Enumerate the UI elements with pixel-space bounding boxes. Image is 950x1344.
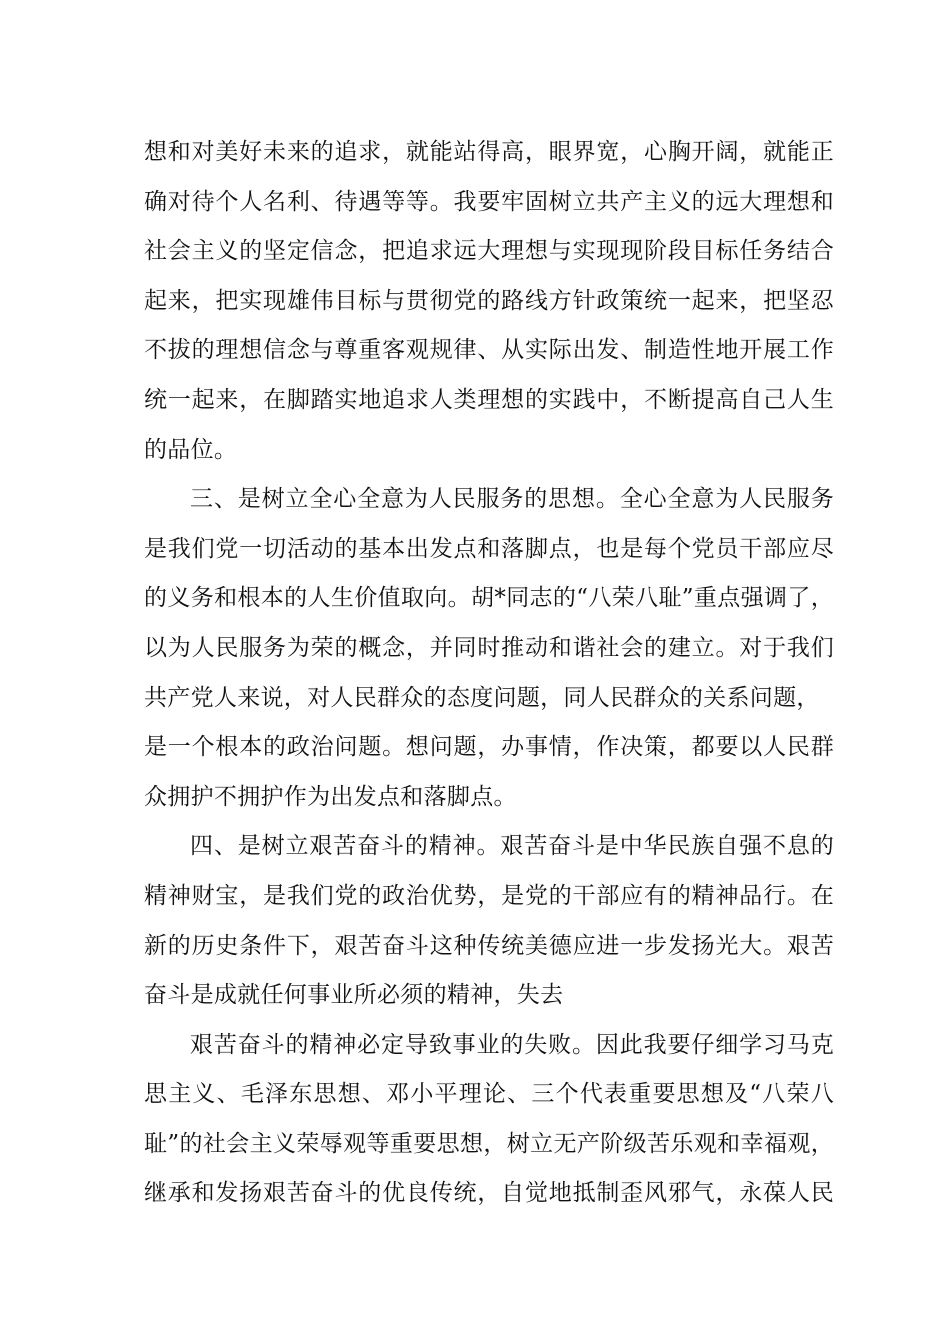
text-line: 起来，把实现雄伟目标与贯彻党的路线方针政策统一起来，把坚忍 (144, 287, 834, 314)
text-line: 社会主义的坚定信念，把追求远大理想与实现现阶段目标任务结合 (144, 238, 834, 265)
text-line: 不拔的理想信念与尊重客观规律、从实际出发、制造性地开展工作 (144, 337, 834, 364)
text-line: 以为人民服务为荣的概念，并同时推动和谐社会的建立。对于我们 (144, 634, 834, 661)
text-line: 是我们党一切活动的基本出发点和落脚点，也是每个党员干部应尽 (144, 535, 834, 562)
text-line: 继承和发扬艰苦奋斗的优良传统，自觉地抵制歪风邪气，永葆人民 (144, 1180, 834, 1207)
text-line: 思主义、毛泽东思想、邓小平理论、三个代表重要思想及“八荣八 (144, 1081, 834, 1108)
text-line: 三、是树立全心全意为人民服务的思想。全心全意为人民服务 (190, 486, 834, 513)
text-line: 精神财宝，是我们党的政治优势，是党的干部应有的精神品行。在 (144, 882, 834, 909)
text-line: 想和对美好未来的追求，就能站得高，眼界宽，心胸开阔，就能正 (144, 139, 834, 165)
text-line: 确对待个人名利、待遇等等。我要牢固树立共产主义的远大理想和 (144, 188, 834, 215)
text-line: 众拥护不拥护作为出发点和落脚点。 (144, 783, 517, 810)
text-line: 的义务和根本的人生价值取向。胡*同志的“八荣八耻”重点强调了， (144, 585, 834, 612)
text-line: 奋斗是成就任何事业所必须的精神，失去 (144, 982, 564, 1009)
text-line: 共产党人来说，对人民群众的态度问题，同人民群众的关系问题， (144, 684, 820, 711)
text-line: 的品位。 (144, 436, 238, 463)
text-line: 是一个根本的政治问题。想问题，办事情，作决策，都要以人民群 (144, 734, 834, 761)
text-line: 新的历史条件下，艰苦奋斗这种传统美德应进一步发扬光大。艰苦 (144, 932, 834, 959)
text-line: 四、是树立艰苦奋斗的精神。艰苦奋斗是中华民族自强不息的 (190, 833, 834, 860)
document-body (144, 128, 834, 1219)
text-line: 统一起来，在脚踏实地追求人类理想的实践中，不断提高自己人生 (144, 386, 834, 413)
text-line: 耻”的社会主义荣辱观等重要思想，树立无产阶级苦乐观和幸福观， (144, 1130, 834, 1157)
text-line: 艰苦奋斗的精神必定导致事业的失败。因此我要仔细学习马克 (190, 1031, 834, 1058)
